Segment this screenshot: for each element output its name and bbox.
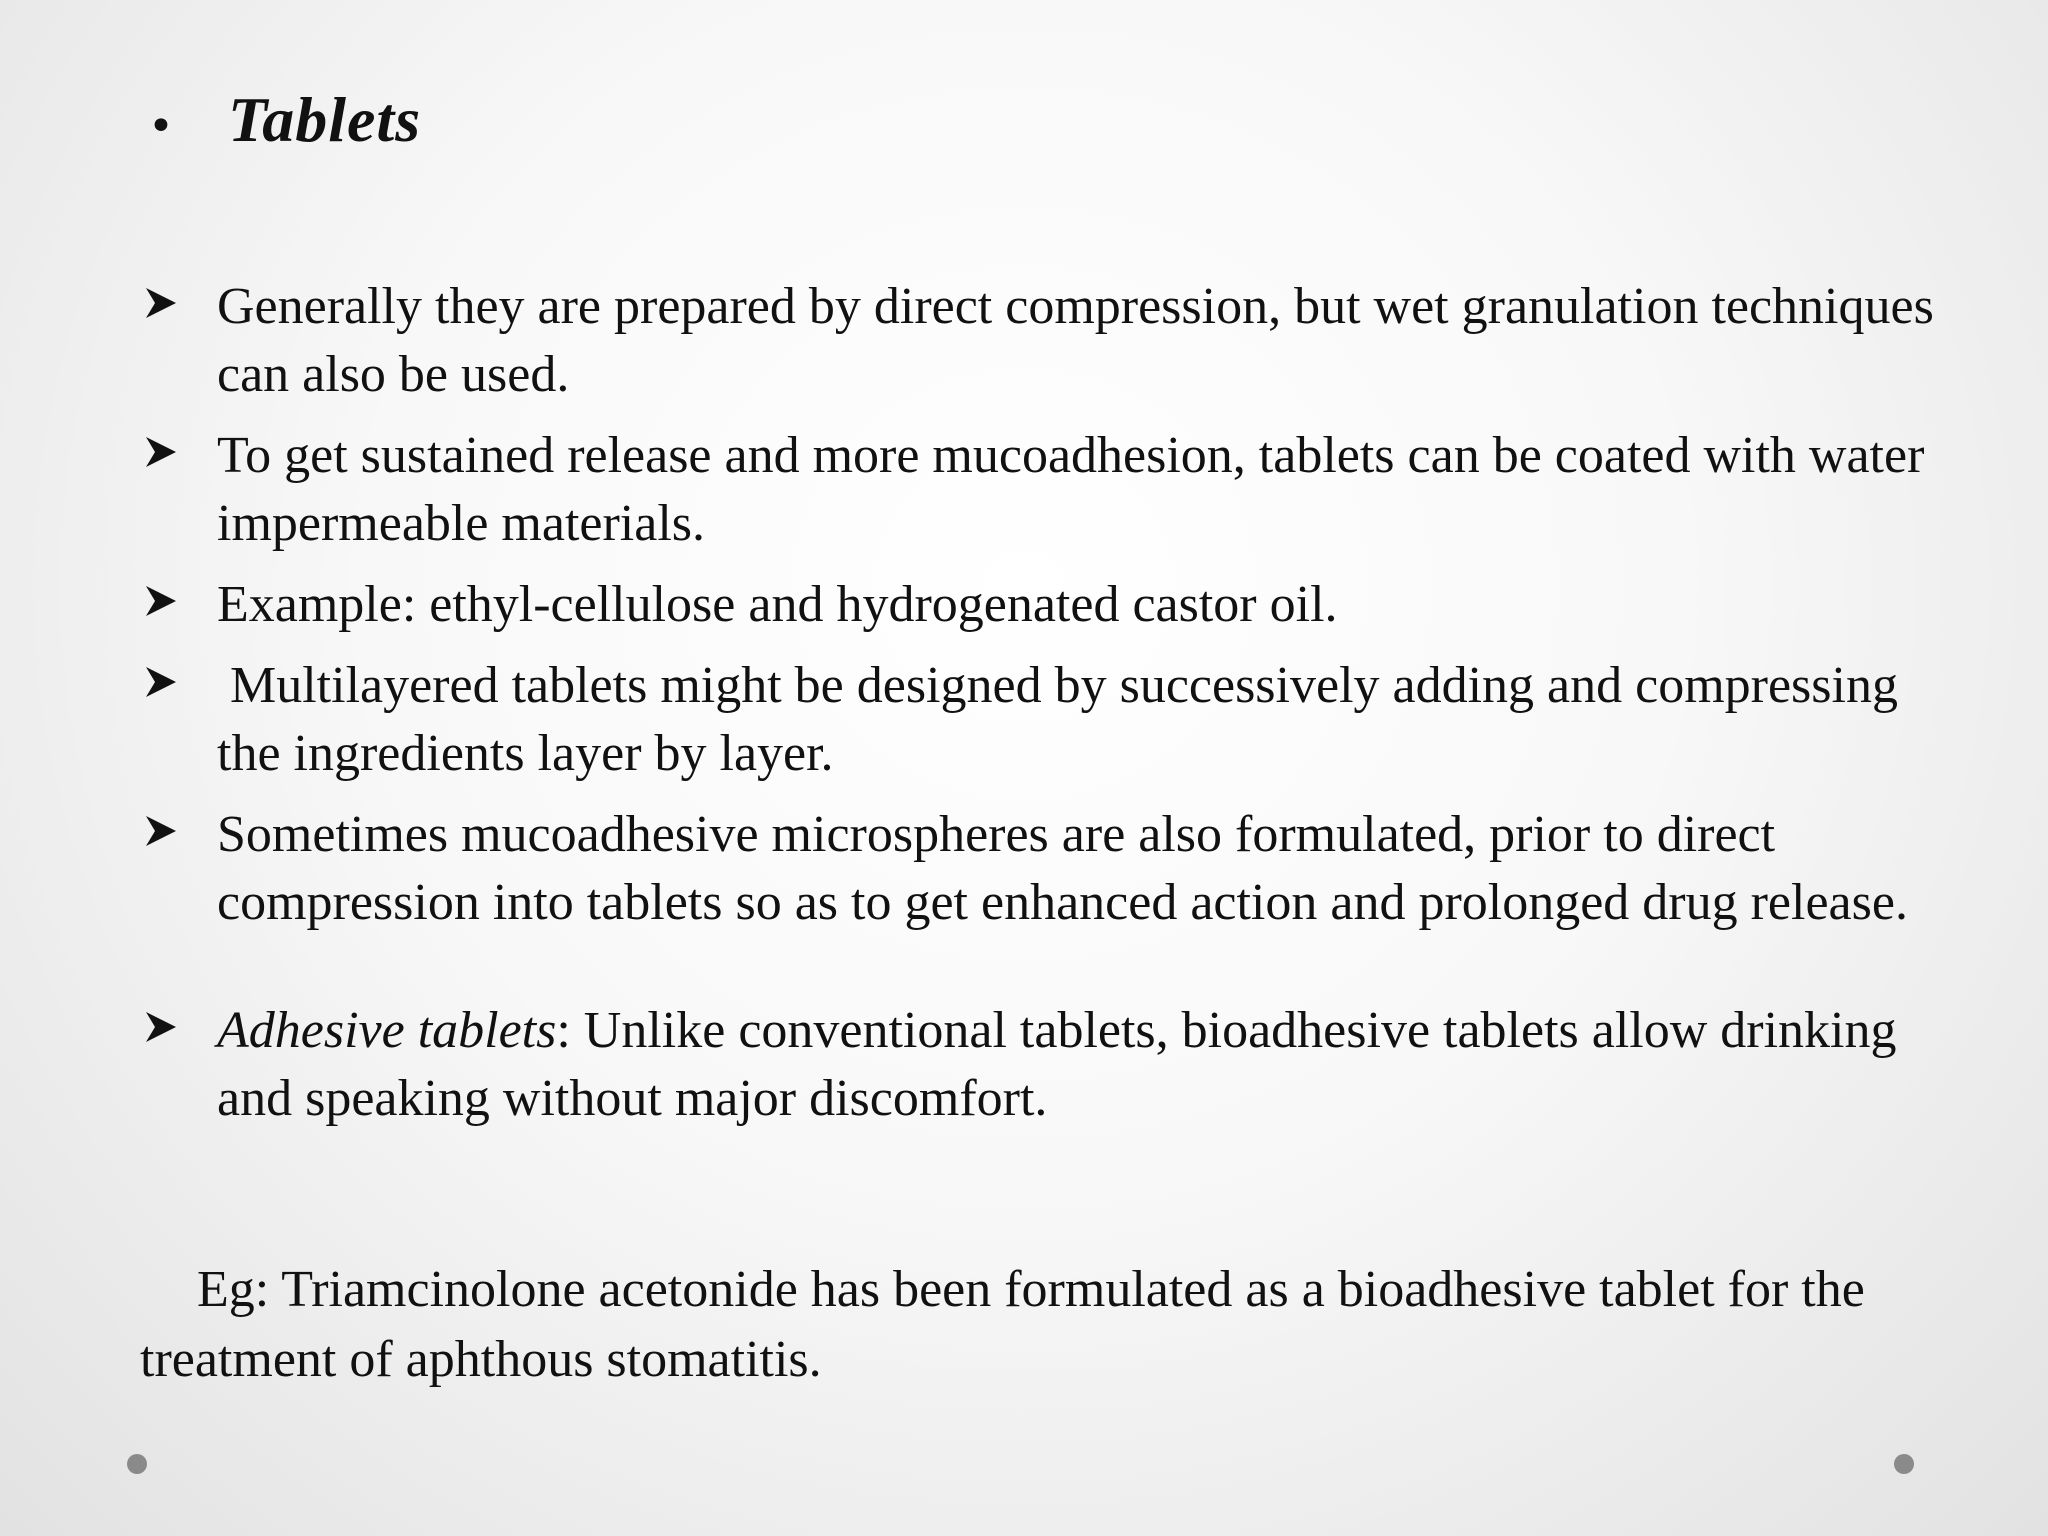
arrowhead-bullet-icon [144, 435, 178, 469]
bullet-item [140, 571, 1940, 639]
bullet-text: Example: ethyl-cellulose and hydrogenated castor oil. [217, 576, 1338, 633]
right-dot-icon [1894, 1454, 1914, 1474]
bullet-list [140, 273, 1940, 1146]
title-text: Tablets [228, 84, 422, 155]
bullet-text: To get sustained release and more mucoadhesion, tablets can be coated with water impermeable materials. [217, 427, 1925, 552]
slide-title [140, 80, 421, 160]
bullet-item [140, 652, 1940, 788]
arrowhead-bullet-icon [144, 1010, 178, 1044]
arrowhead-bullet-icon [144, 665, 178, 699]
example-note: Eg: Triamcinolone acetonide has been formulated as a bioadhesive tablet for the treatment of aphthous stomatitis. [140, 1261, 1865, 1388]
bullet-text: : Unlike conventional tablets, bioadhesive tablets allow drinking and speaking without major discomfort. [217, 1002, 1897, 1127]
arrowhead-bullet-icon [144, 286, 178, 320]
bullet-item [140, 273, 1940, 409]
bullet-italic-term: Adhesive tablets [217, 1002, 557, 1059]
bullet-item [140, 422, 1940, 558]
bullet-text: Sometimes mucoadhesive microspheres are also formulated, prior to direct compression into tablets so as to get enhanced action and prolonged drug release. [217, 806, 1908, 931]
title-bullet: • [148, 101, 174, 152]
arrowhead-bullet-icon [144, 814, 178, 848]
arrowhead-bullet-icon [144, 584, 178, 618]
left-dot-icon [127, 1454, 147, 1474]
bullet-text: Generally they are prepared by direct compression, but wet granulation techniques can also be used. [217, 278, 1934, 403]
bullet-text: Multilayered tablets might be designed by successively adding and compressing the ingredients layer by layer. [217, 657, 1911, 782]
bullet-item [140, 801, 1940, 937]
bullet-item-adhesive-tablets [140, 997, 1940, 1133]
